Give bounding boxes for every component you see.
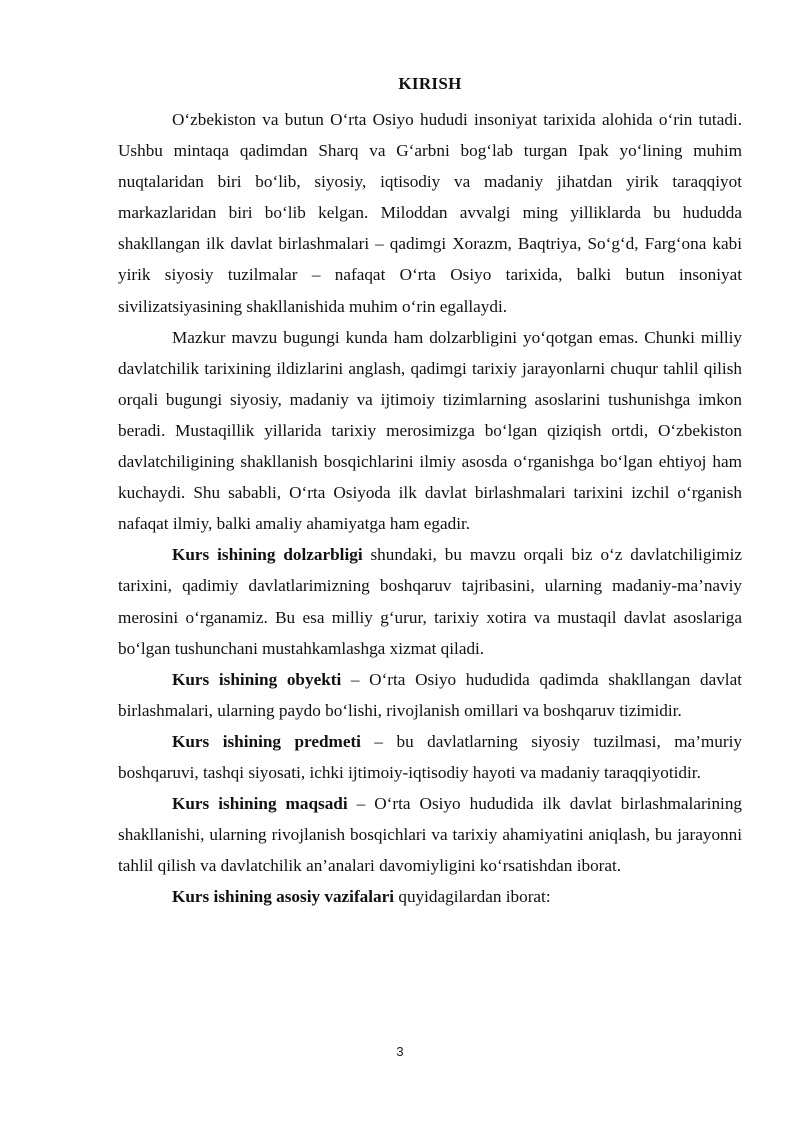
paragraph-text: – O‘rta Osiyo hududida qadimda shakllangan davlat birlashmalari, ularning paydo bo‘lishi, rivojlanish omillari va boshqaruv tizimidir. xyxy=(118,669,742,720)
paragraph-relevance-context xyxy=(118,322,742,540)
paragraph-subject xyxy=(118,726,742,788)
paragraph-lead: Kurs ishining obyekti xyxy=(172,669,342,689)
paragraph-object xyxy=(118,664,742,726)
paragraph-goal xyxy=(118,788,742,881)
page-content xyxy=(118,74,742,912)
paragraph-lead: Kurs ishining dolzarbligi xyxy=(172,545,363,565)
paragraph-relevance xyxy=(118,539,742,663)
paragraph-text: Mazkur mavzu bugungi kunda ham dolzarbligini yo‘qotgan emas. Chunki milliy davlatchilik tarixining ildizlarini anglash, qadimgi tarixiy jarayonlarni chuqur tahlil qilish orqali bugungi siyosiy, madaniy va ijtimoiy tizimlarning asoslarini tushunishga imkon beradi. Mustaqillik yillarida tarixiy merosimizga bo‘lgan qiziqish ortdi, O‘zbekiston davlatchiligining shakllanish bosqichlarini ilmiy asosda o‘rganishga bo‘lgan ehtiyoj ham kuchaydi. Shu sababli, O‘rta Osiyoda ilk davlat birlashmalari tarixini izchil o‘rganish nafaqat ilmiy, balki amaliy ahamiyatga ham egadir. xyxy=(118,327,742,534)
paragraph-text: – bu davlatlarning siyosiy tuzilmasi, ma’muriy boshqaruvi, tashqi siyosati, ichki ijtimoiy-iqtisodiy hayoti va madaniy taraqqiyotidir. xyxy=(118,731,742,782)
paragraph-text: quyidagilardan iborat: xyxy=(394,887,551,907)
section-title: KIRISH xyxy=(398,74,462,93)
paragraph-lead: Kurs ishining asosiy vazifalari xyxy=(172,887,395,907)
paragraph-intro xyxy=(118,104,742,322)
paragraph-lead: Kurs ishining predmeti xyxy=(172,731,361,751)
paragraph-text: O‘zbekiston va butun O‘rta Osiyo hududi insoniyat tarixida alohida o‘rin tutadi. Ushbu mintaqa qadimdan Sharq va G‘arbni bog‘lab turgan Ipak yo‘lining muhim nuqtalaridan biri bo‘lib, siyosiy, iqtisodiy va madaniy jihatdan yirik taraqqiyot markazlaridan biri bo‘lib kelgan. Miloddan avvalgi ming yilliklarda bu hududda shakllangan ilk davlat birlashmalari – qadimgi Xorazm, Baqtriya, So‘g‘d, Farg‘ona kabi yirik siyosiy tuzilmalar – nafaqat O‘rta Osiyo tarixida, balki butun insoniyat sivilizatsiyasining shakllanishida muhim o‘rin egallaydi. xyxy=(118,110,742,316)
paragraph-tasks xyxy=(118,881,742,912)
page-number: 3 xyxy=(396,1044,404,1059)
paragraph-text: shundaki, bu mavzu orqali biz o‘z davlatchiligimiz tarixini, qadimiy davlatlarimizning boshqaruv tajribasini, ularning madaniy-ma’naviy merosini o‘rganamiz. Bu esa milliy g‘urur, tarixiy xotira va mustaqil davlat asoslariga bo‘lgan tushunchani mustahkamlashga xizmat qiladi. xyxy=(118,545,742,658)
paragraph-text: – O‘rta Osiyo hududida ilk davlat birlashmalarining shakllanishi, ularning rivojlanish bosqichlari va tarixiy ahamiyatini aniqlash, bu jarayonni tahlil qilish va davlatchilik an’analari davomiyligini ko‘rsatishdan iborat. xyxy=(118,794,743,876)
paragraph-lead: Kurs ishining maqsadi xyxy=(172,794,348,814)
